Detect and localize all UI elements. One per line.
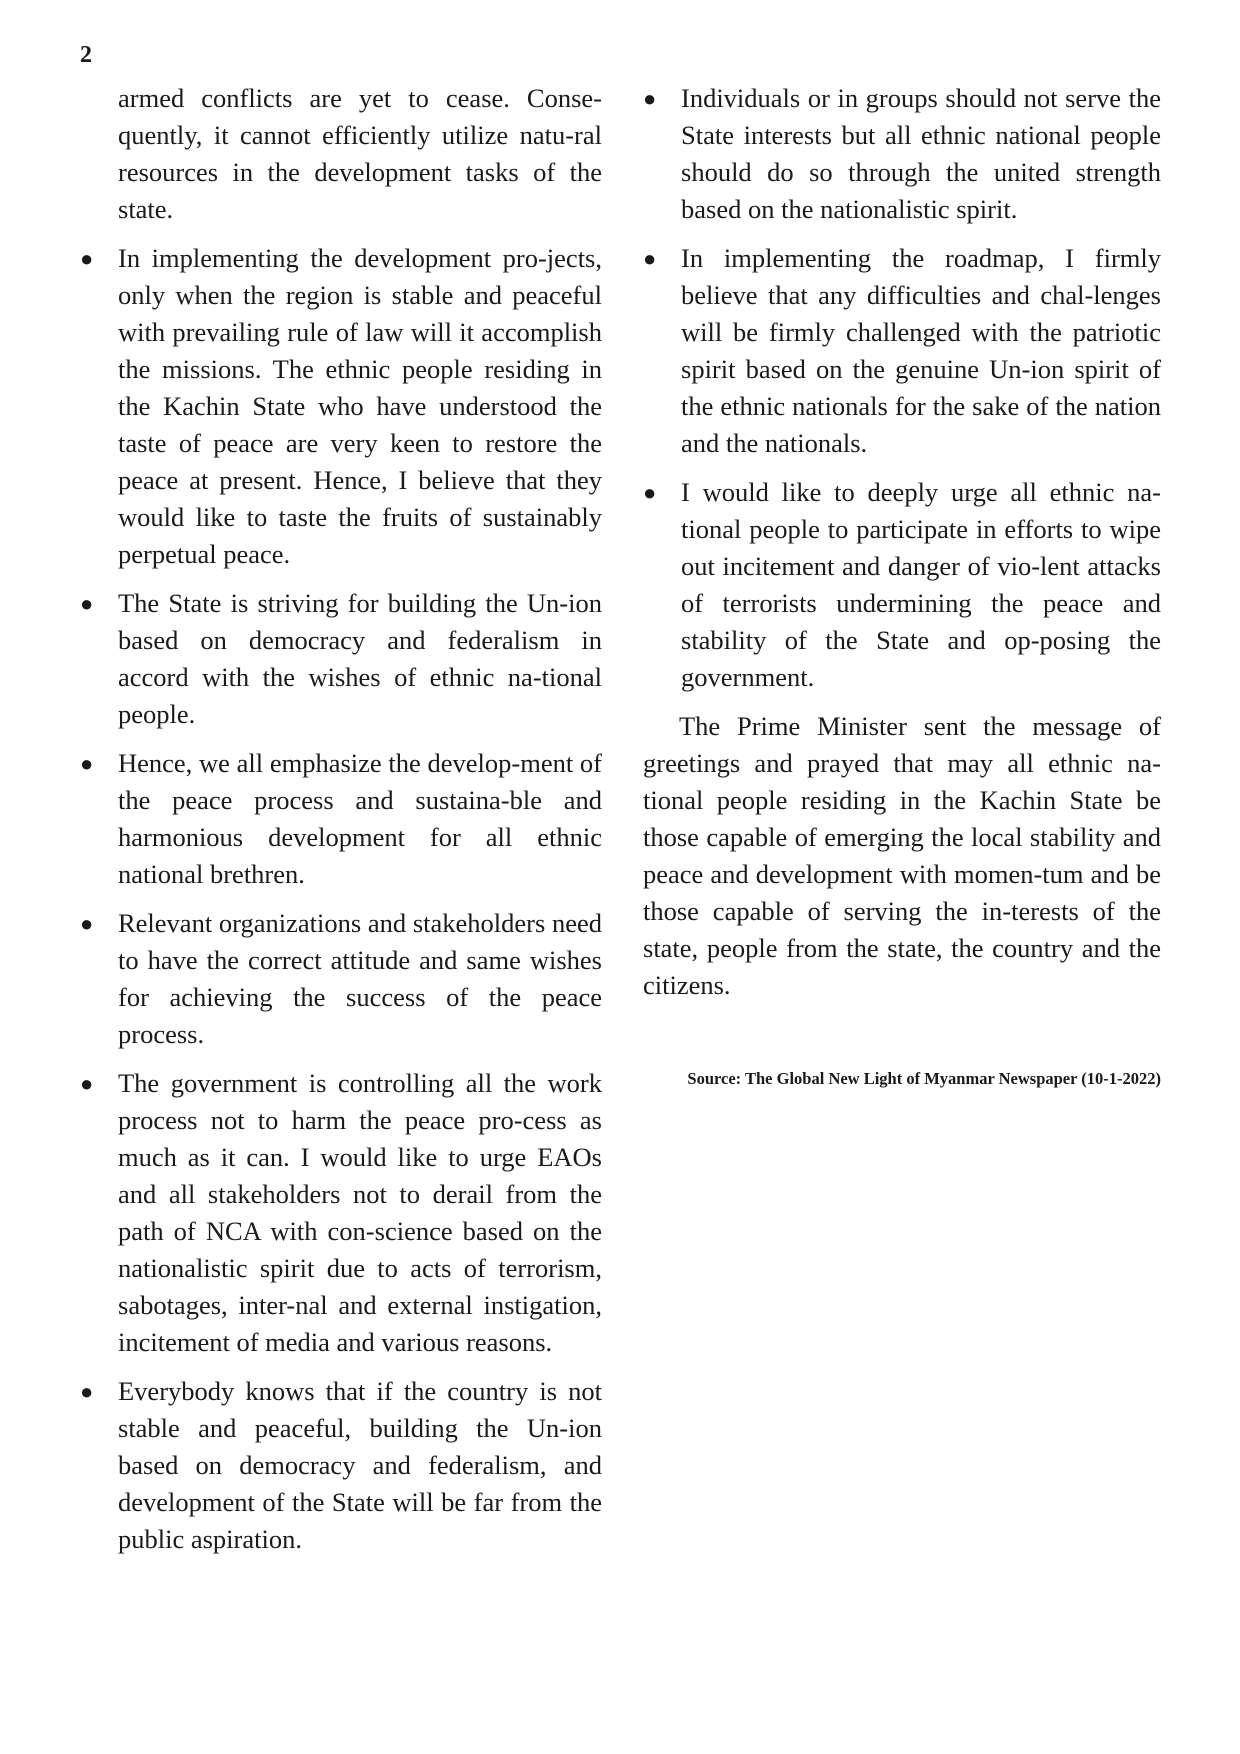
right-column xyxy=(643,80,1161,1016)
bullet-icon: ● xyxy=(643,480,657,505)
bullet-text: In implementing the development pro-jects, only when the region is stable and peaceful with prevailing rule of law will it accomplish the missions. The ethnic people residing in the Kachin State who have understood the taste of peace are very keen to restore the peace at present. Hence, I believe that they would like to taste the fruits of sustainably perpetual peace. xyxy=(118,243,602,569)
closing-paragraph: The Prime Minister sent the message of greetings and prayed that may all ethnic na-tional people residing in the Kachin State be those capable of emerging the local stability and peace and development with momen-tum and be those capable of serving the in-terests of the state, people from the state, the country and the citizens. xyxy=(643,711,1161,1000)
bullet-icon: ● xyxy=(80,751,94,776)
bullet-item xyxy=(80,745,602,893)
bullet-text: The government is controlling all the work process not to harm the peace pro-cess as much as it can. I would like to urge EAOs and all stakeholders not to derail from the path of NCA with con-science based on the nationalistic spirit due to acts of terrorism, sabotages, inter-nal and external instigation, incitement of media and various reasons. xyxy=(118,1068,602,1357)
bullet-text: Relevant organizations and stakeholders need to have the correct attitude and same wishes for achieving the success of the peace process. xyxy=(118,908,602,1049)
bullet-item xyxy=(80,1373,602,1558)
bullet-item xyxy=(643,80,1161,228)
source-citation: Source: The Global New Light of Myanmar Newspaper (10-1-2022) xyxy=(687,1069,1161,1088)
bullet-icon: ● xyxy=(80,1379,94,1404)
bullet-text: Hence, we all emphasize the develop-ment of the peace process and sustaina-ble and harmonious development for all ethnic national brethren. xyxy=(118,748,602,889)
page-number: 2 xyxy=(80,42,92,68)
bullet-item xyxy=(643,240,1161,462)
bullet-icon: ● xyxy=(80,246,94,271)
bullet-text: In implementing the roadmap, I firmly believe that any difficulties and chal-lenges will be firmly challenged with the patriotic spirit based on the genuine Un-ion spirit of the ethnic nationals for the sake of the nation and the nationals. xyxy=(681,243,1161,458)
bullet-text: The State is striving for building the Un-ion based on democracy and federalism in accord with the wishes of ethnic na-tional people. xyxy=(118,588,602,729)
bullet-text: I would like to deeply urge all ethnic na-tional people to participate in efforts to wipe out incitement and danger of vio-lent attacks of terrorists undermining the peace and stability of the State and op-posing the government. xyxy=(681,477,1161,692)
bullet-icon: ● xyxy=(80,911,94,936)
bullet-item xyxy=(80,240,602,573)
bullet-item xyxy=(80,585,602,733)
bullet-text: Everybody knows that if the country is not stable and peaceful, building the Un-ion based on democracy and federalism, and development of the State will be far from the public aspiration. xyxy=(118,1376,602,1554)
bullet-item xyxy=(643,474,1161,696)
bullet-icon: ● xyxy=(80,1071,94,1096)
bullet-item xyxy=(80,905,602,1053)
continuation-paragraph: armed conflicts are yet to cease. Conse-quently, it cannot efficiently utilize natu-ral resources in the development tasks of the state. xyxy=(118,83,602,224)
right-bullet-list xyxy=(643,80,1161,696)
bullet-item xyxy=(80,1065,602,1361)
bullet-icon: ● xyxy=(643,86,657,111)
bullet-icon: ● xyxy=(643,246,657,271)
left-column xyxy=(80,80,602,1570)
left-bullet-list xyxy=(80,240,602,1558)
bullet-text: Individuals or in groups should not serve the State interests but all ethnic national people should do so through the united strength based on the nationalistic spirit. xyxy=(681,83,1161,224)
bullet-icon: ● xyxy=(80,591,94,616)
